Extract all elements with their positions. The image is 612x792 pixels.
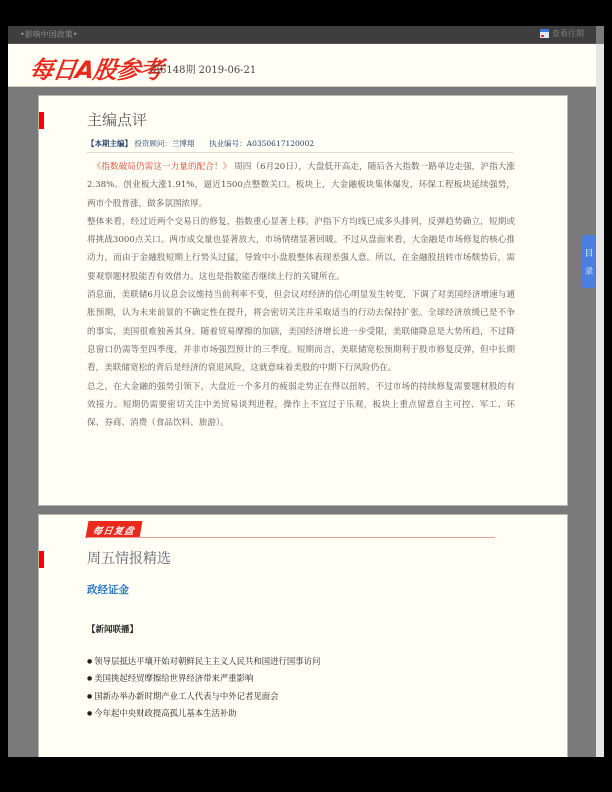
news-list — [87, 653, 320, 723]
logo: 每日A股参考 — [27, 56, 165, 84]
review-body — [87, 158, 515, 432]
license-number: 执业编号：A0350617120002 — [209, 139, 315, 148]
editor-tag: 【本期主编】 — [87, 139, 132, 148]
news-item: ● 美国挑起经贸摩擦给世界经济带来严重影响 — [87, 670, 320, 687]
table-of-contents-tab[interactable] — [582, 235, 596, 288]
paragraph: 消息面，美联储6月议息会议维持当前利率不变，但会议对经济的信心明显发生转变，下调了对美国经济增速与通胀预期，认为未来前景的不确定性在提升，将会密切关注并采取适当的行动去保持扩张。全球经济放缓已是不争的事实，美国很难独善其身。随着贸易摩擦的加剧，美国经济增长进一步受限，美联储降息是大势所趋，不过降息窗口仍需等至四季度，并非市场强烈预计的三季度。短期而言，美联储宽松预期利于股市修复反弹，但中长期看，美联储宽松的背后是经济的衰退风险，这就意味着美股的中期下行风险仍在。 — [87, 290, 515, 374]
section-marker — [39, 112, 44, 129]
paragraph: 《指数破局仍需这一力量的配合！》 周四（6月20日），大盘低开高走，随后各大指数一路单边走强，沪指大涨2.38%。创业板大涨1.91%，逼近1500点整数关口。板块上，大金融板块集体爆发，环保工程板块延续强势，两市个股普涨，做多氛围浓厚。 — [87, 162, 515, 209]
divider — [87, 152, 513, 153]
top-bar — [8, 26, 596, 44]
category-heading: 政经证金 — [87, 584, 129, 596]
headline-quote[interactable]: 《指数破局仍需这一力量的配合！》 — [92, 162, 232, 172]
paragraph: 整体来看，经过近两个交易日的修复，指数重心显著上移。沪指下方均线已成多头排列，反弹趋势确立，短期或将挑战3000点关口。两市成交量也显著放大，市场情绪显著回暖。不过从盘面来看，大金融是市场修复的核心推动力，而由于金融股短期上行势头过猛，导致中小盘股整体表现差强人意。所以，在金融股扭转市场颓势后，需要观察题材股能否有效借力。这也是指数能否继续上行的关键所在。 — [87, 216, 515, 282]
editor-info — [87, 138, 314, 149]
toc-char: 目 — [584, 248, 594, 259]
daily-review-card — [38, 514, 568, 757]
advisor-name: 投资顾问：兰博翔 — [134, 139, 195, 148]
page-viewport — [8, 26, 604, 757]
section-marker — [39, 551, 44, 568]
toc-char: 录 — [584, 266, 594, 277]
slogan: •影响中国政策• — [20, 30, 78, 39]
scrollbar[interactable] — [596, 44, 604, 757]
news-item: ● 领导层抵达平壤开始对朝鲜民主主义人民共和国进行国事访问 — [87, 653, 320, 670]
news-item: ● 国新办举办新时期产业工人代表与中外记者见面会 — [87, 688, 320, 705]
badge-underline — [87, 537, 495, 538]
editor-review-card — [38, 95, 568, 506]
paragraph: 总之，在大金融的强势引领下，大盘近一个多月的疲弱走势正在得以扭转，不过市场的持续修复需要题材股的有效接力。短期仍需要密切关注中美贸易谈判进程，操作上不宜过于乐观，板块上重点留意自主可控、军工、环保、券商、消费（食品饮料、旅游）。 — [87, 381, 515, 429]
view-past-issues-link[interactable] — [540, 28, 584, 39]
daily-review-badge: 每日复盘 — [86, 521, 143, 538]
masthead — [8, 44, 596, 87]
calendar-icon — [540, 29, 549, 38]
news-header: 【新闻联播】 — [87, 625, 139, 635]
news-item: ● 今年起中央财政提高孤儿基本生活补助 — [87, 705, 320, 722]
section-title: 主编点评 — [87, 111, 148, 129]
section-title: 周五情报精选 — [87, 551, 171, 567]
issue-number-date: 第6148期 2019-06-21 — [150, 65, 257, 76]
view-past-issues-label: 查看往期 — [552, 29, 584, 38]
